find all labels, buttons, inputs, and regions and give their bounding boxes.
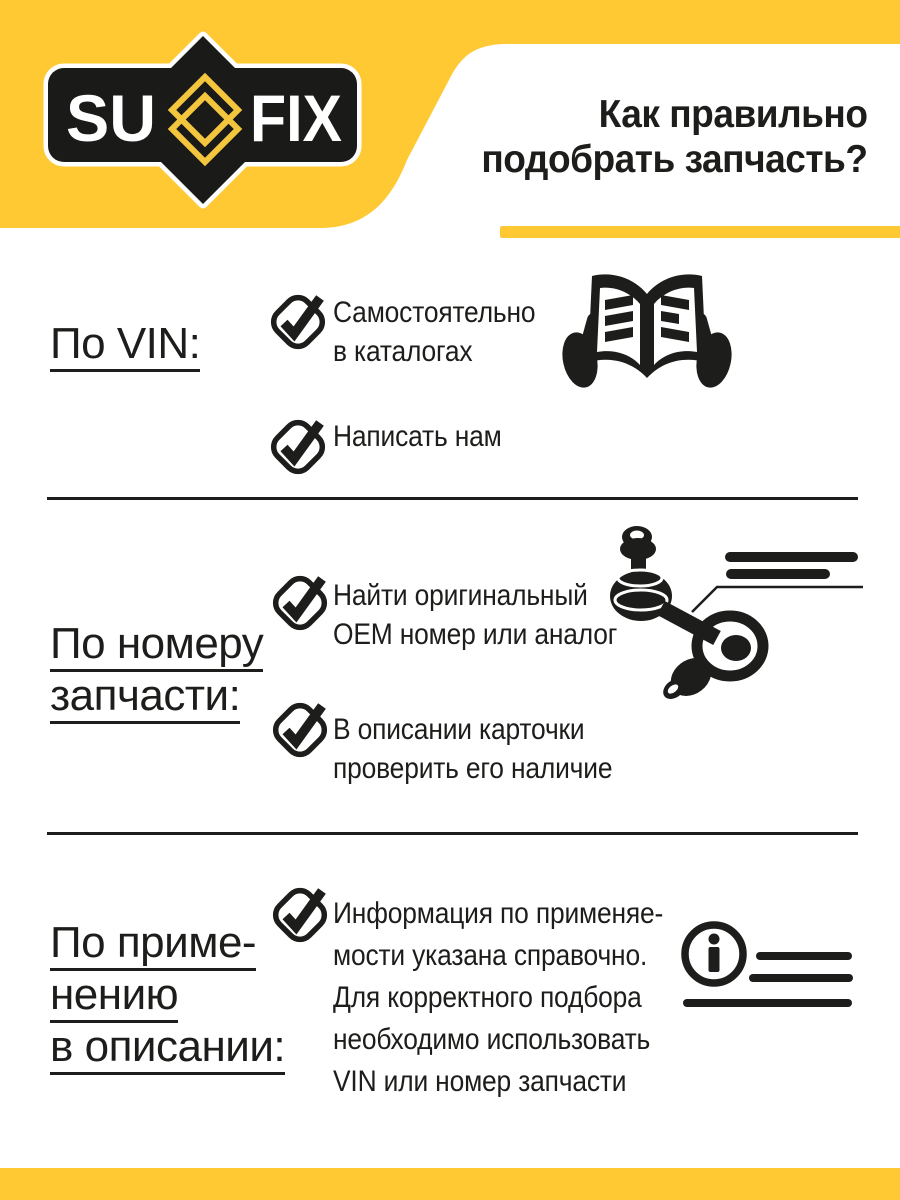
check-diamond-icon <box>266 696 334 758</box>
check-diamond-icon <box>266 881 334 943</box>
check-diamond-icon <box>264 413 332 475</box>
item-write-to-us: Написать нам <box>333 420 502 453</box>
stabilizer-link-icon <box>595 516 865 706</box>
page-title <box>481 92 867 182</box>
check-diamond-icon <box>266 569 334 631</box>
title-underline-bar <box>500 226 900 238</box>
section-heading-vin <box>50 319 201 374</box>
section-divider <box>47 832 858 835</box>
item-check-availability: В описании карточки проверить его наличие <box>333 713 613 785</box>
section-divider <box>47 497 858 500</box>
section-heading-application: По приме- нению в описании: <box>50 921 285 1077</box>
item-applicability-note: Информация по применяе- мости указана справочно. Для корректного подбора необходимо использовать VIN или номер запчасти <box>333 897 664 1098</box>
item-self-in-catalogs: Самостоятельно в каталогах <box>333 296 536 368</box>
title-line-1: Как правильно <box>598 93 867 136</box>
logo-text-su: SU <box>66 81 156 155</box>
check-diamond-icon <box>264 288 332 350</box>
section-heading-part-number: По номеру запчасти: <box>50 622 263 726</box>
bottom-yellow-band <box>0 1168 900 1200</box>
info-circle-icon <box>680 918 855 1010</box>
title-line-2: подобрать запчасть? <box>480 138 867 181</box>
logo-text-fix: FIX <box>250 81 342 155</box>
item-find-oem: Найти оригинальный OEM номер или аналог <box>333 579 618 651</box>
open-book-in-hands-icon <box>552 266 742 396</box>
heading-line: По VIN: <box>50 322 200 372</box>
sufix-logo <box>0 0 420 240</box>
